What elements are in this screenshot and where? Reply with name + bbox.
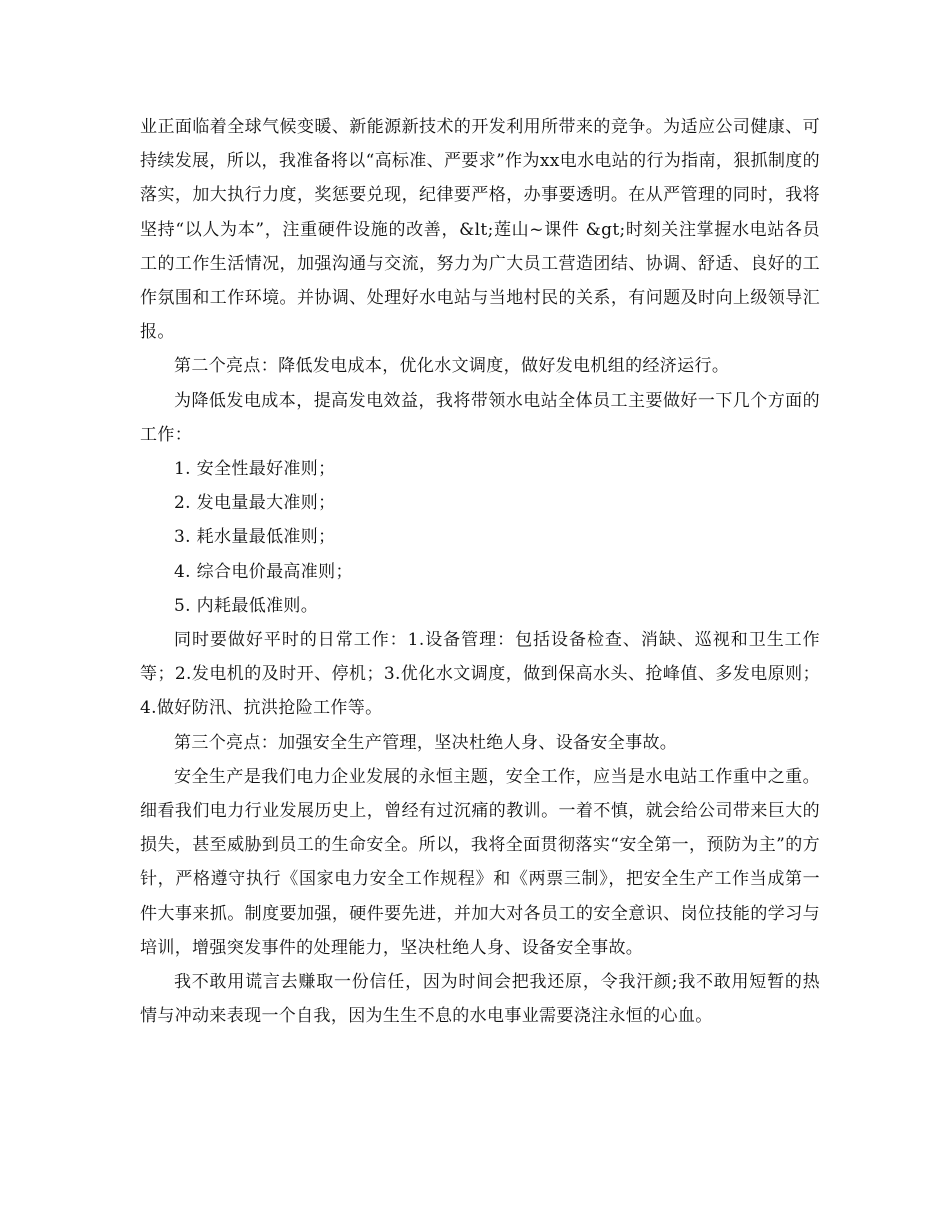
principles-list: [140, 452, 820, 623]
document-body: [140, 110, 820, 1033]
paragraph-daily-work: 同时要做好平时的日常工作：1.设备管理：包括设备检查、消缺、巡视和卫生工作等；2.发电机的及时开、停机；3.优化水文调度，做到保高水头、抢峰值、多发电原则；4.做好防汛、抗洪抢险工作等。: [140, 630, 820, 719]
list-item: 4. 综合电价最高准则；: [174, 561, 353, 582]
list-item: 2. 发电量最大准则；: [174, 493, 336, 514]
paragraph-cost-reduction: 为降低发电成本，提高发电效益，我将带领水电站全体员工主要做好一下几个方面的工作：: [140, 390, 820, 445]
paragraph-safety: 安全生产是我们电力企业发展的永恒主题，安全工作，应当是水电站工作重中之重。细看我们电力行业发展历史上，曾经有过沉痛的教训。一着不慎，就会给公司带来巨大的损失，甚至威胁到员工的生命安全。所以，我将全面贯彻落实“安全第一，预防为主”的方针，严格遵守执行《国家电力安全工作规程》和《两票三制》，把安全生产工作当成第一件大事来抓。制度要加强，硬件要先进，并加大对各员工的安全意识、岗位技能的学习与培训，增强突发事件的处理能力，坚决杜绝人身、设备安全事故。: [140, 766, 820, 958]
paragraph-intro: 业正面临着全球气候变暖、新能源新技术的开发利用所带来的竞争。为适应公司健康、可持续发展，所以，我准备将以“高标准、严要求”作为xx电水电站的行为指南，狠抓制度的落实，加大执行力度，奖惩要兑现，纪律要严格，办事要透明。在从严管理的同时，我将坚持“以人为本”，注重硬件设施的改善，&lt;莲山~课件 &gt;时刻关注掌握水电站各员工的工作生活情况，加强沟通与交流，努力为广大员工营造团结、协调、舒适、良好的工作氛围和工作环境。并协调、处理好水电站与当地村民的关系，有问题及时向上级领导汇报。: [140, 117, 820, 343]
paragraph-closing: 我不敢用谎言去赚取一份信任，因为时间会把我还原，令我汗颜;我不敢用短暂的热情与冲动来表现一个自我，因为生生不息的水电事业需要浇注永恒的心血。: [140, 972, 820, 1027]
paragraph-highlight-three: 第三个亮点：加强安全生产管理，坚决杜绝人身、设备安全事故。: [174, 732, 678, 753]
list-item: 1. 安全性最好准则；: [174, 459, 336, 480]
paragraph-highlight-two: 第二个亮点：降低发电成本，优化水文调度，做好发电机组的经济运行。: [174, 356, 730, 377]
list-item: 5. 内耗最低准则。: [174, 595, 319, 616]
list-item: 3. 耗水量最低准则；: [174, 527, 336, 548]
